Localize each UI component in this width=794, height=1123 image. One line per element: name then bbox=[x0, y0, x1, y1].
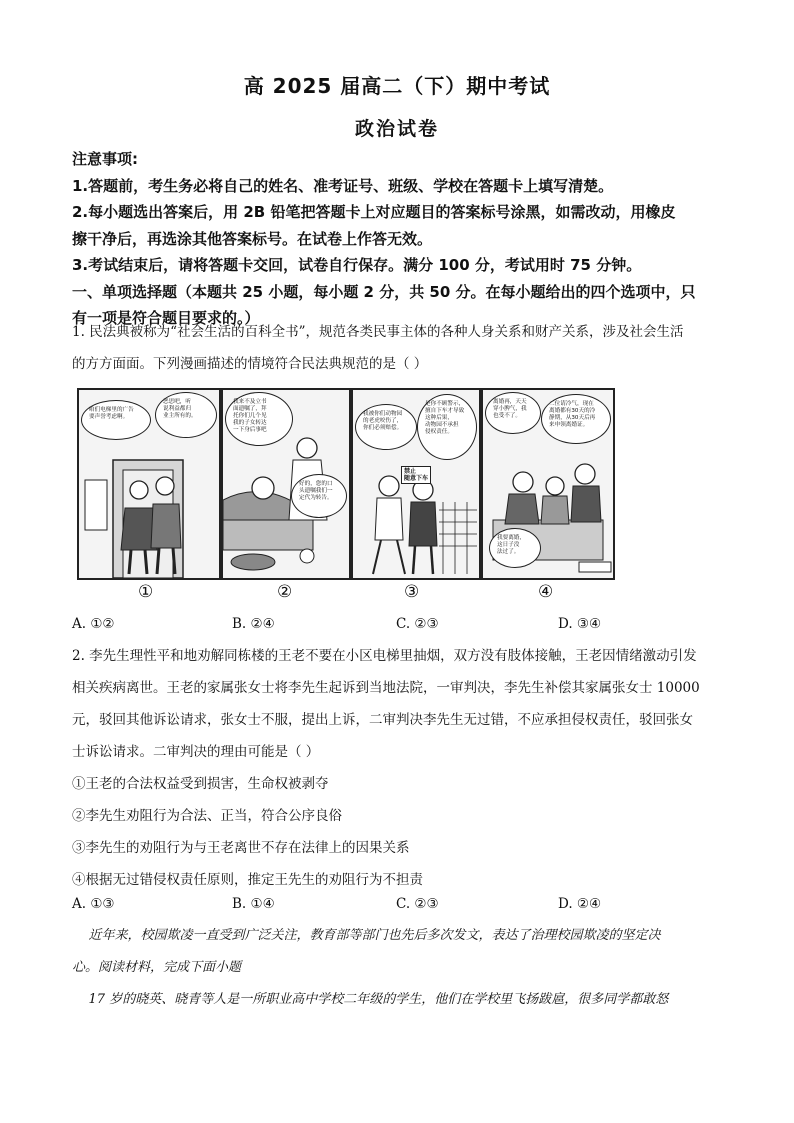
option-b[interactable]: B. ①④ bbox=[232, 896, 275, 912]
option-a[interactable]: A. ①② bbox=[72, 616, 115, 632]
panel-number: ③ bbox=[404, 582, 420, 602]
statement-2: ②李先生劝阻行为合法、正当，符合公序良俗 bbox=[72, 808, 342, 824]
panel-number: ② bbox=[277, 582, 293, 602]
statement-4: ④根据无过错侵权责任原则，推定王先生的劝阻行为不担责 bbox=[72, 872, 423, 888]
reading-material bbox=[72, 920, 732, 1016]
question-line: 的方方面面。下列漫画描述的情境符合民法典规范的是（ ） bbox=[72, 356, 428, 372]
option-c[interactable]: C. ②③ bbox=[396, 896, 439, 912]
option-b[interactable]: B. ②④ bbox=[232, 616, 275, 632]
comic-strip bbox=[77, 388, 613, 578]
option-c[interactable]: C. ②③ bbox=[396, 616, 439, 632]
instructions bbox=[72, 146, 732, 332]
speech-bubble: 是你不顾警示， 擅自下车才导致 这种后果， 动物园不承担 侵权责任。 bbox=[417, 394, 477, 460]
comic-panel-2 bbox=[221, 388, 351, 580]
speech-bubble: 我来不及立书 面遗嘱了，拜 托你们几个见 我的子女转达 一下身后事吧 bbox=[225, 392, 293, 446]
section-heading: 有一项是符合题目要求的。） bbox=[72, 309, 260, 327]
material-line: 17 岁的晓英、晓青等人是一所职业高中学校二年级的学生，他们在学校里飞扬跋扈，很多同学都敢怒 bbox=[72, 992, 669, 1007]
question-line: 2. 李先生理性平和地劝解同栋楼的王老不要在小区电梯里抽烟，双方没有肢体接触，王老因情绪激动引发 bbox=[72, 648, 697, 664]
comic-panel-4 bbox=[481, 388, 615, 580]
comic-panel-1 bbox=[77, 388, 221, 580]
statement-1: ①王老的合法权益受到损害，生命权被剥夺 bbox=[72, 776, 329, 792]
exam-subject: 政治试卷 bbox=[354, 118, 439, 140]
instruction-line: 擦干净后，再选涂其他答案标号。在试卷上作答无效。 bbox=[72, 229, 433, 248]
question-line: 相关疾病离世。王老的家属张女士将李先生起诉到当地法院，一审判决，李先生补偿其家属张女士 10000 bbox=[72, 680, 700, 696]
question-line: 士诉讼请求。二审判决的理由可能是（ ） bbox=[72, 744, 320, 760]
speech-bubble: 我要离婚， 这日子没 法过了。 bbox=[489, 528, 541, 568]
exam-title: 高 2025 届高二（下）期中考试 bbox=[243, 74, 551, 98]
option-d[interactable]: D. ②④ bbox=[558, 896, 602, 912]
question-2-options bbox=[72, 896, 732, 920]
option-d[interactable]: D. ③④ bbox=[558, 616, 602, 632]
instruction-line: 2.每小题选出答案后，用 2B 铅笔把答题卡上对应题目的答案标号涂黑，如需改动，用橡皮 bbox=[72, 203, 676, 221]
section-heading: 一、单项选择题（本题共 25 小题，每小题 2 分，共 50 分。在每小题给出的四个选项中，只 bbox=[72, 282, 696, 301]
question-2-stem bbox=[72, 640, 732, 896]
material-line: 近年来，校园欺凌一直受到广泛关注，教育部等部门也先后多次发文，表达了治理校园欺凌的坚定决 bbox=[72, 928, 661, 943]
speech-bubble: 咱们电梯里的广告 要声誉考虑啊。 bbox=[81, 400, 151, 440]
question-line: 元，驳回其他诉讼请求，张女士不服，提出上诉，二审判决李先生无过错，不应承担侵权责任，驳回张女 bbox=[72, 712, 693, 728]
speech-bubble: 好的，您的口 头遗嘱我们一 定代为转告。 bbox=[291, 474, 347, 518]
instruction-line: 3.考试结束后，请将答题卡交回，试卷自行保存。满分 100 分，考试用时 75 分钟。 bbox=[72, 256, 642, 274]
question-1-stem bbox=[72, 316, 732, 380]
statement-3: ③李先生的劝阻行为与王老离世不存在法律上的因果关系 bbox=[72, 840, 410, 856]
instructions-heading: 注意事项: bbox=[72, 150, 138, 168]
speech-bubble: 恶思吧，听 说利益都归 业主所有的。 bbox=[155, 392, 217, 438]
question-line: 1. 民法典被称为“社会生活的百科全书”，规范各类民事主体的各种人身关系和财产关系，涉及社会生活 bbox=[72, 324, 684, 340]
speech-bubble: 我被你们动物园 的老虎咬伤了， 你们必须赔偿。 bbox=[355, 404, 417, 450]
panel-number: ④ bbox=[538, 582, 554, 602]
comic-panel-3 bbox=[351, 388, 481, 580]
panel-number: ① bbox=[138, 582, 154, 602]
warning-sign: 禁止 随意下车 bbox=[401, 466, 431, 484]
question-1-options bbox=[72, 616, 732, 640]
speech-bubble: 离婚再，天天 穿小脾气，我 也受不了。 bbox=[485, 392, 541, 434]
instruction-line: 1.答题前，考生务必将自己的姓名、准考证号、班级、学校在答题卡上填写清楚。 bbox=[72, 176, 614, 195]
material-line: 心。阅读材料，完成下面小题 bbox=[72, 960, 242, 975]
speech-bubble: 二位请冷气，现在 离婚都有30天的冷 静期，从30天后再 来申领离婚证。 bbox=[541, 394, 611, 444]
option-a[interactable]: A. ①③ bbox=[72, 896, 115, 912]
